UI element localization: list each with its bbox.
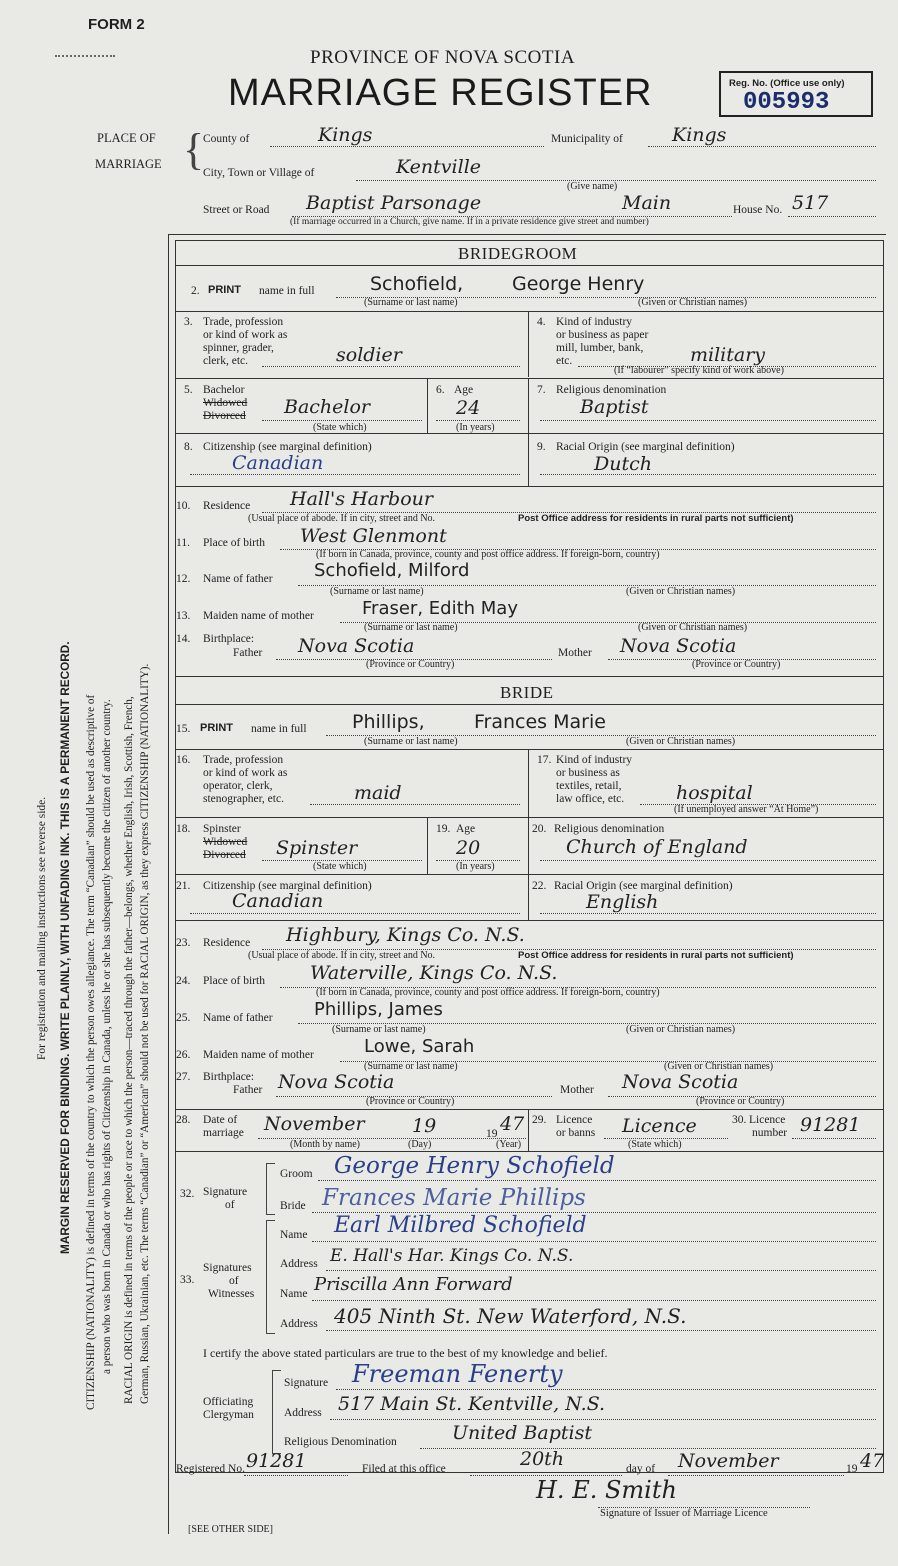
clergy-address: 517 Main St. Kentville, N.S. — [338, 1393, 606, 1415]
f4-hint: (If “labourer” specify kind of work above) — [614, 365, 784, 376]
f4-l2: or business as paper — [556, 329, 649, 341]
surname-hint-26: (Surname or last name) — [364, 1061, 458, 1072]
margin-line-5: RACIAL ORIGIN is defined in terms of the people or race to which the person—traced through the father—belongs, whether English, Irish, Scottish, French, — [123, 696, 135, 1404]
street-note: (If marriage occurred in a Church, give name. If in a private residence give street and number) — [290, 217, 649, 227]
rule — [528, 378, 529, 433]
street-value: Baptist Parsonage — [306, 192, 482, 214]
groom-birthplace: West Glenmont — [300, 525, 447, 547]
surname-hint-25: (Surname or last name) — [332, 1024, 426, 1035]
f26-num: 26. — [176, 1049, 191, 1061]
residence-hint-23b: Post Office address for residents in rural parts not sufficient) — [518, 950, 794, 961]
groom-industry: military — [690, 344, 766, 366]
f3-l3: spinner, grader, — [203, 342, 274, 354]
f8-label: Citizenship (see marginal definition) — [203, 441, 372, 453]
w2-address-line — [326, 1330, 876, 1331]
f16-l3: operator, clerk, — [203, 780, 273, 792]
denomination-label: Religious Denomination — [284, 1436, 397, 1448]
years-hint-19: (In years) — [456, 861, 495, 872]
surname-hint: (Surname or last name) — [364, 297, 458, 308]
f29-l1: Licence — [556, 1114, 593, 1126]
f12-label: Name of father — [203, 573, 273, 585]
house-label: House No. — [733, 204, 783, 216]
f32-num: 32. — [180, 1188, 195, 1200]
f22-line — [540, 913, 876, 914]
state-which-hint: (State which) — [313, 422, 367, 433]
year-hint: (Year) — [496, 1139, 522, 1150]
f15-print: PRINT — [200, 722, 233, 734]
w2-name-line — [312, 1300, 876, 1301]
rule — [427, 817, 428, 874]
witness-bracket — [266, 1220, 275, 1334]
f32-l1: Signature — [203, 1186, 248, 1198]
groom-religion: Baptist — [580, 396, 649, 418]
filed-year: 47 — [860, 1450, 885, 1472]
f28-l2: marriage — [203, 1127, 244, 1139]
f4-l4: etc. — [556, 355, 573, 367]
f23-num: 23. — [176, 937, 191, 949]
rule — [528, 817, 529, 874]
f33-l3: Witnesses — [208, 1288, 255, 1300]
residence-hint-23a: (Usual place of abode. If in city, street and No. — [248, 950, 436, 961]
f19-num: 19. — [436, 823, 451, 835]
w1-address-label: Address — [280, 1258, 318, 1270]
f16-line — [310, 804, 520, 805]
marriage-day: 19 — [412, 1115, 437, 1137]
rule — [175, 817, 884, 818]
f17-l4: law office, etc. — [556, 793, 625, 805]
f10-num: 10. — [176, 500, 191, 512]
f19-label: Age — [456, 823, 476, 835]
groom-signature: George Henry Schofield — [334, 1153, 615, 1179]
house-value: 517 — [792, 192, 829, 214]
f25-label: Name of father — [203, 1012, 273, 1024]
f21-line — [190, 913, 520, 914]
f3-l1: Trade, profession — [203, 316, 284, 328]
f8-line — [190, 474, 520, 475]
bride-signature: Frances Marie Phillips — [322, 1185, 586, 1211]
bride-residence: Highbury, Kings Co. N.S. — [286, 924, 525, 946]
f17-hint: (If unemployed answer “At Home”) — [674, 804, 819, 815]
day-of-label: day of — [626, 1463, 656, 1475]
w1-name-line — [312, 1241, 876, 1242]
f3-l4: clerk, etc. — [203, 355, 249, 367]
county-value: Kings — [318, 124, 373, 146]
given-hint: (Given or Christian names) — [638, 297, 748, 308]
bride-status: Spinster — [276, 837, 358, 859]
bride-age: 20 — [456, 837, 481, 859]
w1-address-line — [326, 1270, 876, 1271]
f2-num: 2. — [191, 285, 200, 297]
margin-line-3: CITIZENSHIP (NATIONALITY) is defined in terms of the country to which the person owes allegiance. The term “Canadian” should be used as descriptive of — [85, 694, 97, 1410]
bride-given: Frances Marie — [474, 711, 606, 733]
municipality-label: Municipality of — [551, 133, 623, 145]
given-hint-15: (Given or Christian names) — [626, 736, 736, 747]
clergy-address-line — [330, 1419, 876, 1420]
state-which-hint-29: (State which) — [628, 1139, 682, 1150]
w2-address-label: Address — [280, 1318, 318, 1330]
state-which-hint-18: (State which) — [313, 861, 367, 872]
bride-citizenship: Canadian — [232, 890, 324, 912]
reg-number-label: Reg. No. (Office use only) — [729, 78, 845, 89]
groom-racial: Dutch — [594, 453, 652, 475]
clergy-address-label: Address — [284, 1407, 322, 1419]
f7-num: 7. — [537, 384, 546, 396]
f16-l1: Trade, profession — [203, 754, 284, 766]
surname-hint-12: (Surname or last name) — [330, 586, 424, 597]
issuer-label: Signature of Issuer of Marriage Licence — [600, 1508, 768, 1519]
bride-heading: BRIDE — [500, 683, 554, 702]
bride-trade: maid — [354, 782, 402, 804]
f21-label: Citizenship (see marginal definition) — [203, 880, 372, 892]
f5-l2: Widowed — [203, 397, 248, 409]
groom-mother: Fraser, Edith May — [362, 598, 518, 619]
certify-statement: I certify the above stated particulars are true to the best of my knowledge and belief. — [203, 1346, 608, 1360]
rule — [175, 433, 884, 434]
form-number: FORM 2 — [88, 16, 145, 33]
f30-l1: Licence — [749, 1114, 786, 1126]
f15-label: name in full — [251, 723, 307, 735]
birth-hint-24: (If born in Canada, province, county and post office address. If foreign-born, country) — [316, 987, 660, 998]
filed-day: 20th — [520, 1448, 565, 1470]
rule — [175, 378, 884, 379]
f33-l1: Signatures — [203, 1262, 252, 1274]
f25-num: 25. — [176, 1012, 191, 1024]
f3-num: 3. — [184, 316, 193, 328]
f17-l1: Kind of industry — [556, 754, 633, 766]
rule — [528, 749, 529, 817]
f5-l3: Divorced — [203, 410, 246, 422]
f27-l2: Father — [233, 1084, 263, 1096]
reg-number: 005993 — [743, 89, 830, 116]
margin-line-2: MARGIN RESERVED FOR BINDING. WRITE PLAINLY, WITH UNFADING INK. THIS IS A PERMANENT RECORD. — [58, 641, 72, 1254]
give-name-hint: (Give name) — [567, 181, 618, 192]
see-other-side: [SEE OTHER SIDE] — [188, 1524, 273, 1535]
county-label: County of — [203, 133, 250, 145]
f13-label: Maiden name of mother — [203, 610, 314, 622]
marriage-year-prefix: 19 — [486, 1128, 498, 1140]
city-value: Kentville — [396, 156, 482, 178]
groom-given: George Henry — [512, 273, 645, 295]
groom-father-birthplace: Nova Scotia — [298, 635, 415, 657]
f22-label: Racial Origin (see marginal definition) — [554, 880, 733, 892]
f28-num: 28. — [176, 1114, 191, 1126]
witness2-address: 405 Ninth St. New Waterford, N.S. — [334, 1304, 687, 1328]
groom-status: Bachelor — [284, 396, 371, 418]
f24-label: Place of birth — [203, 975, 265, 987]
licence-number: 91281 — [800, 1114, 861, 1136]
prov-hint-27a: (Province or Country) — [366, 1096, 455, 1107]
rule — [528, 1109, 529, 1151]
province-title: PROVINCE OF NOVA SCOTIA — [310, 47, 576, 68]
f17-l2: or business as — [556, 767, 620, 779]
given-hint-13: (Given or Christian names) — [638, 622, 748, 633]
county-line — [270, 146, 544, 147]
given-hint-12: (Given or Christian names) — [626, 586, 736, 597]
rule — [175, 874, 884, 875]
f16-num: 16. — [176, 754, 191, 766]
registered-label: Registered No. — [176, 1463, 245, 1475]
prov-hint-14a: (Province or Country) — [366, 659, 455, 670]
rule — [427, 378, 428, 433]
f4-l1: Kind of industry — [556, 316, 633, 328]
bride-surname: Phillips, — [352, 711, 425, 733]
f2-print: PRINT — [208, 284, 241, 296]
bride-father-birthplace: Nova Scotia — [278, 1071, 395, 1093]
marriage-month: November — [264, 1113, 365, 1135]
issuer-signature: H. E. Smith — [536, 1476, 677, 1504]
street-label: Street or Road — [203, 204, 270, 216]
f4-l3: mill, lumber, bank, — [556, 342, 644, 354]
bride-mother-birthplace: Nova Scotia — [622, 1071, 739, 1093]
f6-label: Age — [454, 384, 474, 396]
reg-number-box — [719, 71, 873, 117]
filed-month-line — [668, 1475, 844, 1476]
f5-line — [262, 420, 422, 421]
groom-mother-birthplace: Nova Scotia — [620, 635, 737, 657]
f33-l2: of — [229, 1275, 239, 1287]
f33-num: 33. — [180, 1274, 195, 1286]
registered-line — [244, 1475, 348, 1476]
w1-name-label: Name — [280, 1229, 308, 1241]
f9-line — [540, 474, 876, 475]
f26-label: Maiden name of mother — [203, 1049, 314, 1061]
margin-scribble — [55, 55, 115, 57]
groom-sig-label: Groom — [280, 1168, 313, 1180]
bridegroom-heading: BRIDEGROOM — [458, 244, 578, 263]
groom-sig-line — [318, 1180, 876, 1181]
city-label: City, Town or Village of — [203, 167, 315, 179]
month-hint: (Month by name) — [290, 1139, 360, 1150]
place-brace: { — [183, 125, 205, 174]
witness2-name: Priscilla Ann Forward — [314, 1274, 513, 1295]
filed-year-prefix: 19 — [846, 1463, 858, 1475]
margin-line-1: For registration and mailing instructions see reverse side. — [36, 796, 48, 1060]
bride-sig-label: Bride — [280, 1200, 306, 1212]
bride-mother: Lowe, Sarah — [364, 1036, 475, 1057]
f22-num: 22. — [532, 880, 547, 892]
f18-l2: Widowed — [203, 836, 248, 848]
prov-hint-14b: (Province or Country) — [692, 659, 781, 670]
witness1-name: Earl Milbred Schofield — [334, 1213, 587, 1238]
f14-l1: Birthplace: — [203, 633, 255, 645]
f3-l2: or kind of work as — [203, 329, 288, 341]
denomination-line — [420, 1448, 876, 1449]
residence-hint-1: (Usual place of abode. If in city, street and No. — [248, 513, 436, 524]
f7-label: Religious denomination — [556, 384, 667, 396]
f29-num: 29. — [532, 1114, 547, 1126]
f21-num: 21. — [176, 880, 191, 892]
place-label-1: PLACE OF — [97, 131, 156, 145]
w2-name-label: Name — [280, 1288, 308, 1300]
bride-birthplace: Waterville, Kings Co. N.S. — [310, 962, 558, 984]
municipality-value: Kings — [672, 124, 727, 146]
bride-racial: English — [586, 891, 659, 913]
f24-num: 24. — [176, 975, 191, 987]
f10-label: Residence — [203, 500, 251, 512]
f5-l1: Bachelor — [203, 384, 245, 396]
f11-label: Place of birth — [203, 537, 265, 549]
clergy-signature: Freeman Fenerty — [352, 1360, 563, 1388]
municipality-line — [648, 146, 876, 147]
surname-hint-15: (Surname or last name) — [364, 736, 458, 747]
licence-type: Licence — [622, 1115, 697, 1137]
sig-bracket — [266, 1163, 275, 1215]
f32-l2: of — [225, 1199, 235, 1211]
rule — [175, 311, 884, 312]
margin-line-4: a person who was born in Canada or who has rights of Citizenship in Canada, unless he or she has subsequently become the citizen of another country. — [101, 699, 113, 1374]
f20-num: 20. — [532, 823, 547, 835]
bride-religion: Church of England — [566, 836, 748, 858]
rule — [175, 676, 884, 677]
f30-l2: number — [752, 1127, 788, 1139]
birth-hint: (If born in Canada, province, county and post office address. If foreign-born, country) — [316, 549, 660, 560]
prov-hint-27b: (Province or Country) — [696, 1096, 785, 1107]
f16-l2: or kind of work as — [203, 767, 288, 779]
rule — [528, 311, 529, 377]
filed-month: November — [678, 1450, 779, 1472]
f11-num: 11. — [176, 537, 190, 549]
street-value-2: Main — [622, 192, 672, 214]
f2-label: name in full — [259, 285, 315, 297]
f3-line — [262, 366, 520, 367]
f12-num: 12. — [176, 573, 191, 585]
f15-num: 15. — [176, 723, 191, 735]
years-hint: (In years) — [456, 422, 495, 433]
bride-father: Phillips, James — [314, 999, 443, 1020]
f18-l1: Spinster — [203, 823, 241, 835]
f9-num: 9. — [537, 441, 546, 453]
rule — [528, 433, 529, 486]
f6-line — [436, 420, 520, 421]
residence-hint-2: Post Office address for residents in rural parts not sufficient) — [518, 513, 794, 524]
f27-mother-label: Mother — [560, 1084, 594, 1096]
groom-residence: Hall's Harbour — [290, 488, 433, 510]
f27-num: 27. — [176, 1071, 191, 1083]
f9-label: Racial Origin (see marginal definition) — [556, 441, 735, 453]
f14-mother-label: Mother — [558, 647, 592, 659]
f29-l2: or banns — [556, 1127, 596, 1139]
clergy-bracket — [272, 1370, 281, 1454]
rule — [528, 874, 529, 920]
f5-num: 5. — [184, 384, 193, 396]
given-hint-25: (Given or Christian names) — [626, 1024, 736, 1035]
registered-number: 91281 — [246, 1450, 307, 1472]
form-title: MARRIAGE REGISTER — [228, 72, 653, 114]
f20-line — [540, 860, 876, 861]
f18-num: 18. — [176, 823, 191, 835]
f23-label: Residence — [203, 937, 251, 949]
clergy-sig-label: Signature — [284, 1377, 329, 1389]
house-line — [788, 216, 876, 217]
surname-hint-13: (Surname or last name) — [364, 622, 458, 633]
groom-citizenship: Canadian — [232, 452, 324, 474]
rule — [175, 704, 884, 705]
f30-num: 30. — [732, 1114, 747, 1126]
f30-line — [792, 1138, 876, 1139]
f4-num: 4. — [537, 316, 546, 328]
bride-industry: hospital — [676, 782, 753, 804]
f17-l3: textiles, retail, — [556, 780, 622, 792]
f7-line — [540, 420, 876, 421]
filed-label: Filed at this office — [362, 1463, 446, 1475]
f18-l3: Divorced — [203, 849, 246, 861]
rule — [175, 1151, 884, 1152]
f20-label: Religious denomination — [554, 823, 665, 835]
clergy-l1: Officiating — [203, 1396, 254, 1408]
groom-father: Schofield, Milford — [314, 560, 470, 581]
f16-l4: stenographer, etc. — [203, 793, 284, 805]
f27-l1: Birthplace: — [203, 1071, 255, 1083]
f14-l2: Father — [233, 647, 263, 659]
rule — [175, 1109, 884, 1110]
clergy-l2: Clergyman — [203, 1409, 254, 1421]
rule — [175, 920, 884, 921]
marriage-year: 47 — [500, 1113, 525, 1135]
f8-num: 8. — [184, 441, 193, 453]
f14-num: 14. — [176, 633, 191, 645]
groom-age: 24 — [456, 397, 481, 419]
f6-num: 6. — [436, 384, 445, 396]
witness1-address: E. Hall's Har. Kings Co. N.S. — [330, 1246, 574, 1266]
place-label-2: MARRIAGE — [95, 157, 162, 171]
margin-line-6: German, Russian, Ukrainian, etc. The terms “Canadian” or “American” should not be used for RACIAL ORIGIN, as they express CITIZENSHIP (NATIONALITY). — [139, 663, 151, 1404]
f17-num: 17. — [537, 754, 552, 766]
rule — [175, 265, 884, 266]
f28-l1: Date of — [203, 1114, 238, 1126]
rule — [175, 486, 884, 487]
clergy-denomination: United Baptist — [452, 1422, 592, 1444]
clergy-sig-line — [336, 1389, 876, 1390]
groom-surname: Schofield, — [370, 273, 464, 295]
given-hint-26: (Given or Christian names) — [664, 1061, 774, 1072]
groom-trade: soldier — [336, 344, 402, 366]
rule — [175, 749, 884, 750]
f13-num: 13. — [176, 610, 191, 622]
day-hint: (Day) — [408, 1139, 432, 1150]
